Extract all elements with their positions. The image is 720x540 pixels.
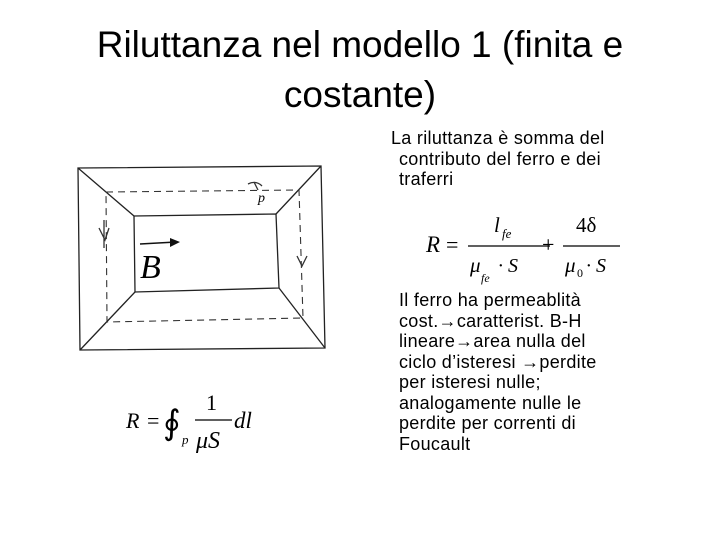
- path-label-p: p: [258, 191, 265, 206]
- flux-arrow-top-icon: [248, 182, 262, 190]
- integral-equals: =: [147, 408, 160, 433]
- intro-line-3: traferri: [399, 169, 454, 189]
- body-line-4: ciclo d’isteresi →perdite: [399, 351, 597, 372]
- integral-numerator: 1: [206, 390, 217, 415]
- integral-subscript: p: [182, 432, 189, 447]
- reluctance-sum-formula: [420, 208, 635, 286]
- magnetic-core-sketch: [72, 160, 334, 355]
- formula-plus: +: [542, 232, 555, 257]
- intro-line-1: La riluttanza è somma del: [391, 128, 605, 148]
- term1-den-sub: fe: [481, 271, 490, 285]
- slide-title: [40, 20, 680, 120]
- flux-path-p: [106, 190, 303, 322]
- term1-numerator-sub: fe: [502, 226, 512, 241]
- contour-integral-sign: ∮: [163, 405, 181, 442]
- body-line-7: perdite per correnti di: [399, 413, 576, 433]
- flux-arrow-right-icon: [297, 256, 307, 266]
- integral-dl: dl: [234, 408, 252, 433]
- term2-den-mu: μ: [565, 253, 576, 277]
- integral-reluctance-formula: [120, 384, 270, 464]
- body-line-2: cost.→caratterist. B-H: [399, 310, 582, 331]
- intro-paragraph: [389, 128, 689, 190]
- core-outline: [78, 166, 325, 350]
- integral-lhs: R: [126, 408, 140, 433]
- title-line-1: Riluttanza nel modello 1 (finita e: [96, 24, 624, 65]
- integral-denominator: μS: [196, 428, 221, 454]
- term1-den-mu: μ: [470, 253, 481, 277]
- field-label-b: B: [140, 249, 161, 286]
- flux-arrow-left-icon: [99, 220, 109, 248]
- term2-numerator: 4δ: [576, 213, 597, 237]
- body-paragraph: [389, 290, 597, 454]
- core-outer-edge: [78, 166, 325, 350]
- body-line-8: Foucault: [399, 433, 471, 454]
- body-line-5: per isteresi nulle;: [399, 372, 541, 392]
- field-vector-arrowhead-icon: [170, 238, 180, 247]
- title-line-2: costante): [283, 74, 437, 115]
- term1-den-rest: · S: [498, 255, 518, 277]
- term2-den-rest: · S: [586, 255, 606, 277]
- formula-equals: =: [446, 232, 459, 257]
- term1-numerator: l: [494, 213, 500, 237]
- intro-line-2: contributo del ferro e dei: [399, 148, 601, 169]
- body-line-1: Il ferro ha permeablità: [399, 290, 581, 310]
- term2-den-sub: 0: [577, 266, 583, 280]
- formula-lhs: R: [426, 232, 441, 257]
- body-line-3: lineare→area nulla del: [399, 331, 586, 351]
- body-line-6: analogamente nulle le: [399, 392, 582, 413]
